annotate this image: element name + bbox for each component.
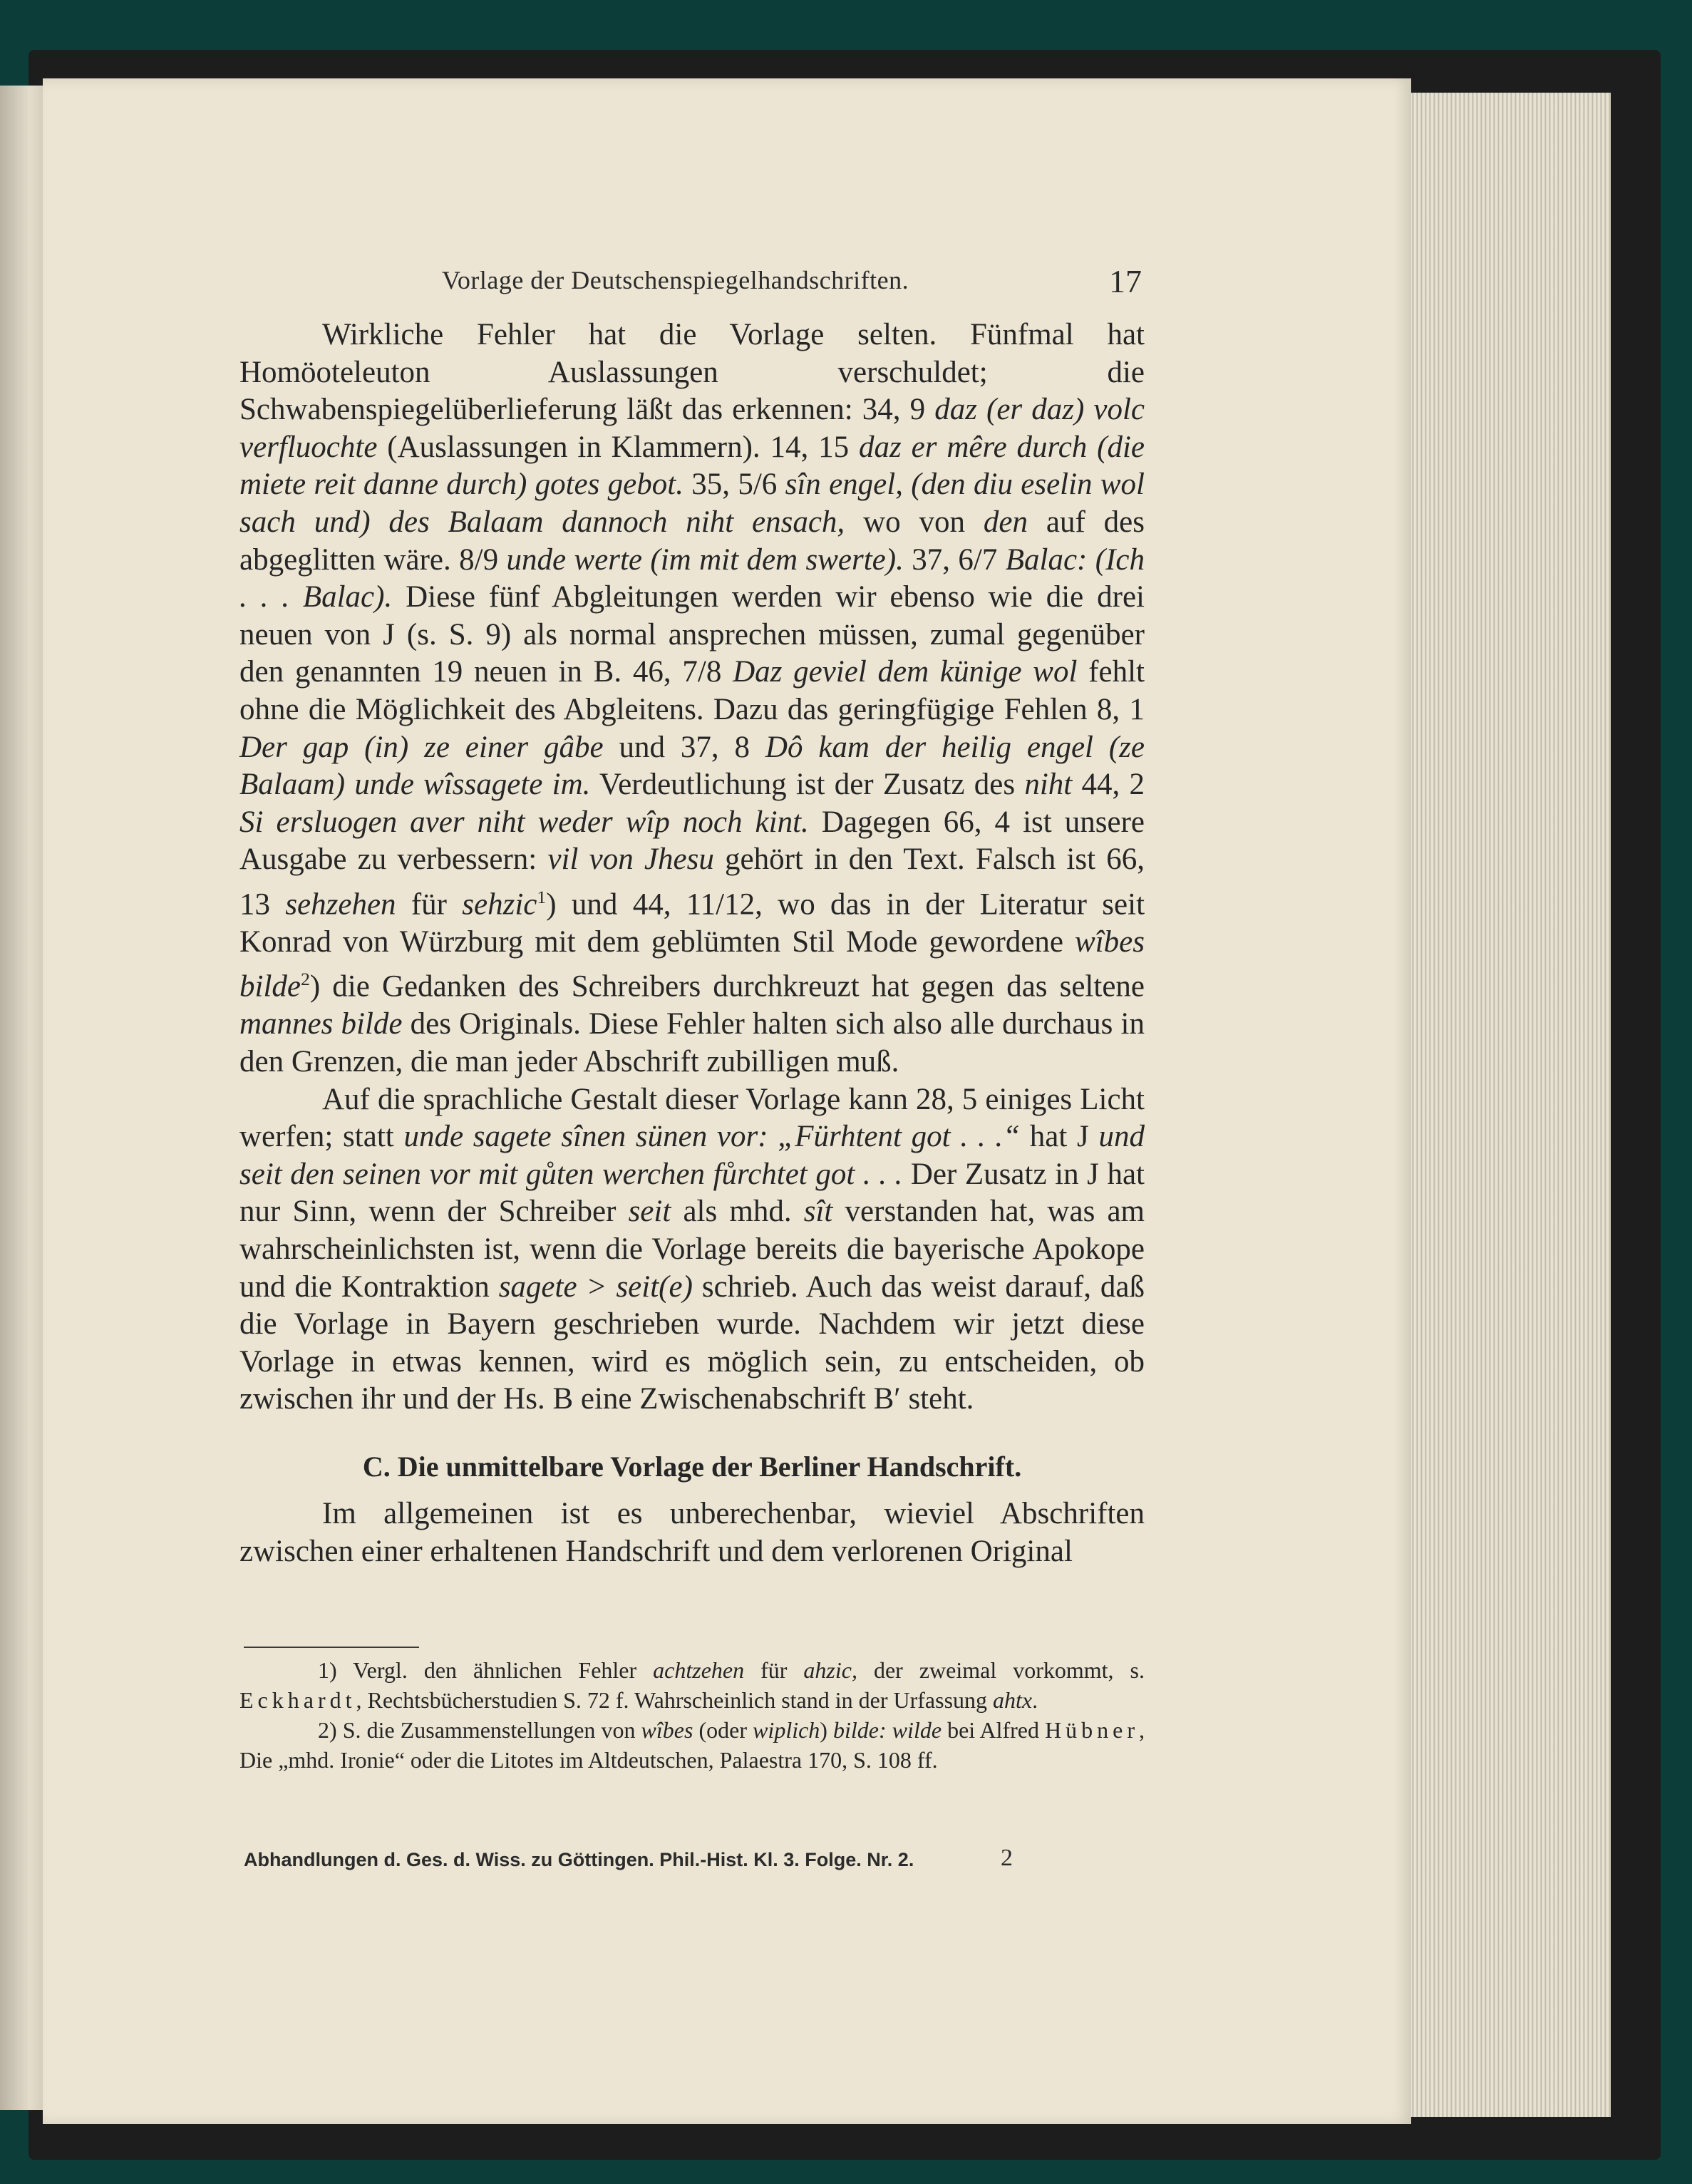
text-run: 2) S. die Zusammenstellungen von <box>318 1717 641 1743</box>
quote: ahtx <box>993 1687 1033 1713</box>
page-number: 17 <box>1109 263 1142 299</box>
sheet-signature: 2 <box>1001 1845 1013 1871</box>
text-run: der zweimal vorkommt, s. <box>857 1657 1145 1683</box>
text-run: (Auslassungen in Klammern). 14, 15 <box>377 430 860 464</box>
text-run: als mhd. <box>671 1195 804 1229</box>
text-run: hat J <box>1020 1120 1099 1154</box>
text-run: 37, 6/7 <box>903 542 1006 577</box>
text-run: des Originals. Diese Fehler halten sich also alle durchaus in den Grenzen, die man jeder Abschrift zubilligen muß. <box>239 1007 1145 1078</box>
quote: daz er mêre durch (die miete reit danne durch) gotes gebot. <box>239 430 1145 502</box>
quote: niht <box>1024 768 1073 802</box>
paragraph-2 <box>239 1081 1145 1418</box>
quote: Si ersluogen aver niht weder wîp noch kint. <box>239 805 809 839</box>
imprint-line: Abhandlungen d. Ges. d. Wiss. zu Göttingen. Phil.-Hist. Kl. 3. Folge. Nr. 2. <box>244 1849 914 1870</box>
author-name: Eckhardt <box>239 1687 356 1713</box>
footnotes <box>239 1655 1145 1775</box>
footnote-marker: 2 <box>300 969 310 990</box>
author-name: Hübner <box>1045 1717 1140 1743</box>
section-heading: C. Die unmittelbare Vorlage der Berliner Handschrift. <box>362 1450 1022 1483</box>
quote: Balac: (Ich . . . Balac). <box>239 542 1145 614</box>
quote: ahzic, <box>803 1657 857 1683</box>
quote: wiplich <box>753 1717 820 1743</box>
quote: sîn engel, (den diu eselin wol sach und) des Balaam dannoch niht ensach, <box>239 468 1145 539</box>
text-run: wo von <box>845 505 984 539</box>
quote: wîbes bilde <box>239 924 1145 1004</box>
text-run: verstanden hat, was am wahrscheinlichsten ist, wenn die Vorlage bereits die bayerische Apokope und die Kontraktion <box>239 1195 1145 1304</box>
quote: Dô kam der heilig engel (ze Balaam) unde wîssagete im. <box>239 730 1145 802</box>
footnote-2 <box>239 1715 1145 1775</box>
quote: mannes bilde <box>239 1007 403 1041</box>
quote: Der gap (in) ze einer gâbe <box>239 730 604 764</box>
text-run: 1) Vergl. den ähnlichen Fehler <box>318 1657 654 1683</box>
text-run: . <box>1032 1687 1038 1713</box>
quote: unde werte (im mit dem swerte). <box>506 542 904 577</box>
quote: achtzehen <box>653 1657 745 1683</box>
text-run: 44, 2 <box>1072 768 1145 802</box>
quote: sehzic <box>462 887 537 922</box>
text-run: Wirkliche Fehler hat die Vorlage selten. Fünfmal hat Homöoteleuton Auslassungen verschuldet; die Schwabenspiegelüberlieferung läßt das erkennen: 34, 9 <box>239 318 1145 427</box>
text-run: Verdeutlichung ist der Zusatz des <box>590 768 1025 802</box>
text-run: , Die „mhd. Ironie“ oder die Litotes im Altdeutschen, Palaestra 170, S. 108 ff. <box>239 1717 1145 1773</box>
text-run: , Rechtsbücherstudien S. 72 f. Wahrscheinlich stand in der Urfassung <box>356 1687 994 1713</box>
quote: daz (er daz) volc verfluochte <box>239 393 1145 464</box>
quote: bilde: wilde <box>833 1717 942 1743</box>
page-stack-edge <box>1397 93 1611 2117</box>
text-run: Diese fünf Abgleitungen werden wir ebenso wie die drei neuen von J (s. S. 9) als normal ansprechen müssen, zumal gegenüber den genannten 19 neuen in B. 46, 7/8 <box>239 580 1145 689</box>
quote: sagete > seit(e) <box>498 1269 693 1304</box>
quote: und seit den seinen vor mit gůten werchen fůrchtet got . . . <box>239 1120 1145 1191</box>
paragraph-3: Im allgemeinen ist es unberechenbar, wieviel Abschriften zwischen einer erhaltenen Handschrift und dem verlorenen Original <box>239 1497 1145 1569</box>
quote: sehzehen <box>285 887 396 922</box>
text-run: für <box>396 887 463 922</box>
text-run: bei Alfred <box>942 1717 1046 1743</box>
running-head: Vorlage der Deutschenspiegelhandschriften. <box>442 266 909 294</box>
quote: vil von Jhesu <box>547 843 714 877</box>
footnote-1 <box>239 1655 1145 1715</box>
footnote-rule <box>244 1647 419 1648</box>
text-run: schrieb. Auch das weist darauf, daß die Vorlage in Bayern geschrieben wurde. Nachdem wir jetzt diese Vorlage in etwas kennen, wird es möglich sein, zu entscheiden, ob zwischen ihr und der Hs. B eine Zwischenabschrift B′ steht. <box>239 1269 1145 1416</box>
quote: Daz geviel dem künige wol <box>733 655 1078 689</box>
quote: wîbes <box>641 1717 693 1743</box>
text-run: ) und 44, 11/12, wo das in der Literatur seit Konrad von Würzburg mit dem geblümten Stil Mode gewordene <box>239 887 1145 959</box>
text-run: 35, 5/6 <box>683 468 785 502</box>
quote: unde sagete sînen sünen vor: „Fürhtent got . . .“ <box>403 1120 1020 1154</box>
text-run: auf des abgeglitten wäre. 8/9 <box>239 505 1145 577</box>
text-run: (oder <box>693 1717 753 1743</box>
footnote-marker: 1 <box>537 886 547 907</box>
text-run: für <box>744 1657 804 1683</box>
text-run: Auf die sprachliche Gestalt dieser Vorlage kann 28, 5 einiges Licht werfen; statt <box>239 1082 1145 1154</box>
quote: sît <box>803 1195 833 1229</box>
quote: den <box>983 505 1028 539</box>
text-run: fehlt ohne die Möglichkeit des Abgleitens. Dazu das geringfügige Fehlen 8, 1 <box>239 655 1145 726</box>
body-text <box>239 316 1145 1571</box>
text-run: Der Zusatz in J hat nur Sinn, wenn der Schreiber <box>239 1157 1145 1229</box>
text-run: und 37, 8 <box>603 730 765 764</box>
text-run: Dagegen 66, 4 ist unsere Ausgabe zu verbessern: <box>239 805 1145 877</box>
text-run: ) <box>820 1717 834 1743</box>
text-run: gehört in den Text. Falsch ist 66, 13 <box>239 843 1145 922</box>
paragraph-1 <box>239 316 1145 1081</box>
text-run: ) die Gedanken des Schreibers durchkreuzt hat gegen das seltene <box>309 969 1145 1004</box>
quote: seit <box>628 1195 671 1229</box>
